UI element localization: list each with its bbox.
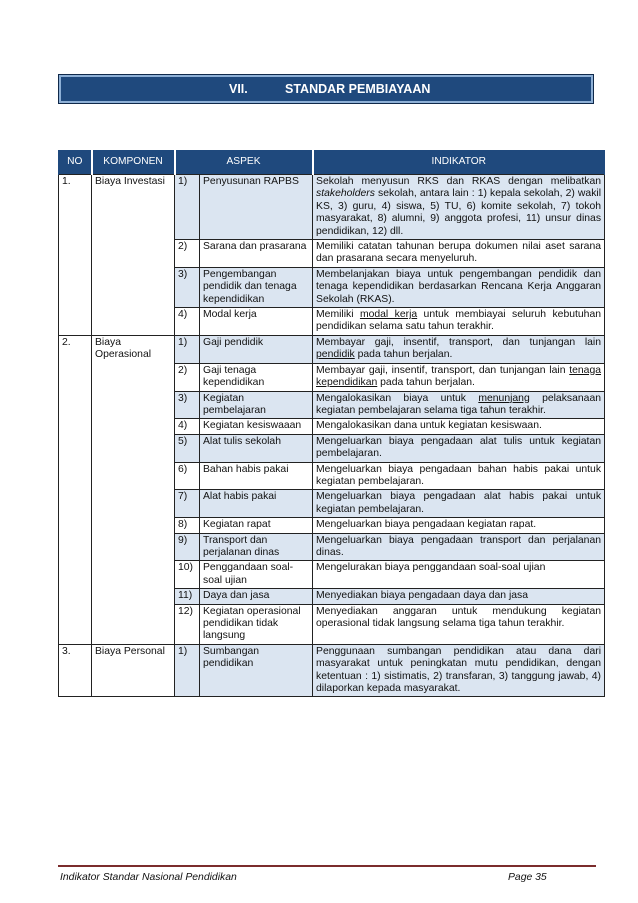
table-header-row: [59, 150, 605, 175]
indikator-underlined-text: menunjang: [478, 392, 530, 404]
table-row: [59, 175, 605, 240]
komponen-cell: Biaya Operasional: [92, 335, 175, 644]
indikator-italic-text: stakeholders: [316, 188, 375, 200]
aspek-cell: Sumbangan pendidikan: [200, 644, 313, 697]
aspek-cell: Transport dan perjalanan dinas: [200, 533, 313, 561]
table-row: [59, 644, 605, 697]
footer-page-number: Page 35: [508, 872, 547, 883]
indikator-text: pelaksanaan kegiatan pembelajaran selama tiga tahun terakhir.: [316, 392, 601, 416]
aspek-number: 2): [175, 363, 200, 391]
aspek-cell: Pengembangan pendidik dan tenaga kependidikan: [200, 267, 313, 307]
indikator-cell: [313, 363, 605, 391]
indikator-cell: Menyediakan anggaran untuk mendukung kegiatan operasional tidak langsung selama tiga tahun terakhir.: [313, 604, 605, 644]
aspek-number: 3): [175, 267, 200, 307]
aspek-number: 11): [175, 589, 200, 604]
aspek-cell: Modal kerja: [200, 308, 313, 336]
header-komponen: KOMPONEN: [92, 150, 175, 175]
section-title-bar: [58, 74, 594, 104]
aspek-number: 3): [175, 391, 200, 419]
aspek-cell: Alat tulis sekolah: [200, 434, 313, 462]
row-number: 3.: [59, 644, 92, 697]
aspek-number: 1): [175, 644, 200, 697]
indikator-cell: Mengeluarkan biaya pengadaan transport dan perjalanan dinas.: [313, 533, 605, 561]
indikator-cell: Mengelurakan biaya penggandaan soal-soal ujian: [313, 561, 605, 589]
indikator-cell: Mengeluarkan biaya pengadaan alat habis pakai untuk kegiatan pembelajaran.: [313, 490, 605, 518]
indikator-cell: Mengalokasikan dana untuk kegiatan kesiswaan.: [313, 419, 605, 434]
aspek-cell: Penyusunan RAPBS: [200, 175, 313, 240]
aspek-cell: Gaji pendidik: [200, 335, 313, 363]
indikator-text: Membayar gaji, insentif, transport, dan tunjangan lain: [316, 364, 570, 376]
section-title: STANDAR PEMBIAYAAN: [285, 82, 431, 96]
indikator-underlined-text: pendidik: [316, 349, 355, 361]
aspek-number: 4): [175, 308, 200, 336]
header-aspek: ASPEK: [175, 150, 313, 175]
indikator-underlined-text: tenaga kependidikan: [316, 364, 602, 389]
indikator-cell: [313, 391, 605, 419]
aspek-number: 5): [175, 434, 200, 462]
aspek-number: 7): [175, 490, 200, 518]
indikator-text: pada tahun berjalan.: [354, 349, 453, 361]
aspek-number: 1): [175, 175, 200, 240]
header-indikator: INDIKATOR: [313, 150, 605, 175]
aspek-number: 8): [175, 518, 200, 533]
komponen-cell: Biaya Personal: [92, 644, 175, 697]
aspek-cell: Alat habis pakai: [200, 490, 313, 518]
footer-divider: [58, 865, 596, 867]
indikator-text: untuk membiayai seluruh kebutuhan pendidikan selama satu tahun terakhir.: [316, 309, 602, 333]
indikator-cell: Membelanjakan biaya untuk pengembangan pendidik dan tenaga kependidikan berdasarkan Rencana Kerja Anggaran Sekolah (RKAS).: [313, 267, 605, 307]
aspek-cell: Kegiatan operasional pendidikan tidak langsung: [200, 604, 313, 644]
indikator-cell: Memiliki catatan tahunan berupa dokumen nilai aset sarana dan prasarana secara menyeluruh.: [313, 240, 605, 268]
aspek-cell: Sarana dan prasarana: [200, 240, 313, 268]
indikator-cell: Menyediakan biaya pengadaan daya dan jasa: [313, 589, 605, 604]
aspek-cell: Kegiatan rapat: [200, 518, 313, 533]
section-number: VII.: [229, 82, 248, 96]
indikator-cell: Penggunaan sumbangan pendidikan atau dana dari masyarakat untuk peningkatan mutu pendidikan, dengan ketentuan : 1) sistimatis, 2) transfaran, 3) tanggung jawab, 4) dilaporkan kepada masyarakat.: [313, 644, 605, 697]
aspek-cell: Gaji tenaga kependidikan: [200, 363, 313, 391]
indikator-text: pada tahun berjalan.: [377, 377, 475, 389]
aspek-number: 1): [175, 335, 200, 363]
indikator-text: Sekolah menyusun RKS dan RKAS dengan melibatkan: [316, 176, 602, 187]
aspek-cell: Bahan habis pakai: [200, 462, 313, 490]
header-no: NO: [59, 150, 92, 175]
indikator-text: sekolah, antara lain : 1) kepala sekolah, 2) wakil KS, 3) guru, 4) siswa, 5) TU, 6) komite sekolah, 7) tokoh masyarakat, 8) alumni, 9) anggota profesi, 11) unsur dinas pendidikan, 12) dll.: [316, 188, 602, 237]
table-row: [59, 335, 605, 363]
aspek-number: 2): [175, 240, 200, 268]
aspek-number: 12): [175, 604, 200, 644]
aspek-cell: Daya dan jasa: [200, 589, 313, 604]
aspek-cell: Penggandaan soal-soal ujian: [200, 561, 313, 589]
indikator-underlined-text: modal kerja: [359, 309, 418, 321]
indikator-cell: Mengeluarkan biaya pengadaan alat tulis untuk kegiatan pembelajaran.: [313, 434, 605, 462]
indikator-cell: [313, 308, 605, 336]
aspek-cell: Kegiatan kesiswaaan: [200, 419, 313, 434]
footer-document-title: Indikator Standar Nasional Pendidikan: [60, 872, 237, 883]
row-number: 1.: [59, 175, 92, 336]
aspek-cell: Kegiatan pembelajaran: [200, 391, 313, 419]
standar-pembiayaan-table: [58, 150, 605, 697]
indikator-cell: [313, 335, 605, 363]
indikator-cell: Mengeluarkan biaya pengadaan kegiatan rapat.: [313, 518, 605, 533]
indikator-text: Membayar gaji, insentif, transport, dan tunjangan lain: [316, 336, 602, 348]
indikator-text: Memiliki: [316, 309, 360, 321]
aspek-number: 6): [175, 462, 200, 490]
indikator-text: Mengalokasikan biaya untuk: [316, 392, 479, 404]
aspek-number: 9): [175, 533, 200, 561]
aspek-number: 10): [175, 561, 200, 589]
row-number: 2.: [59, 335, 92, 644]
aspek-number: 4): [175, 419, 200, 434]
indikator-cell: [313, 175, 605, 240]
indikator-cell: Mengeluarkan biaya pengadaan bahan habis pakai untuk kegiatan pembelajaran.: [313, 462, 605, 490]
komponen-cell: Biaya Investasi: [92, 175, 175, 336]
